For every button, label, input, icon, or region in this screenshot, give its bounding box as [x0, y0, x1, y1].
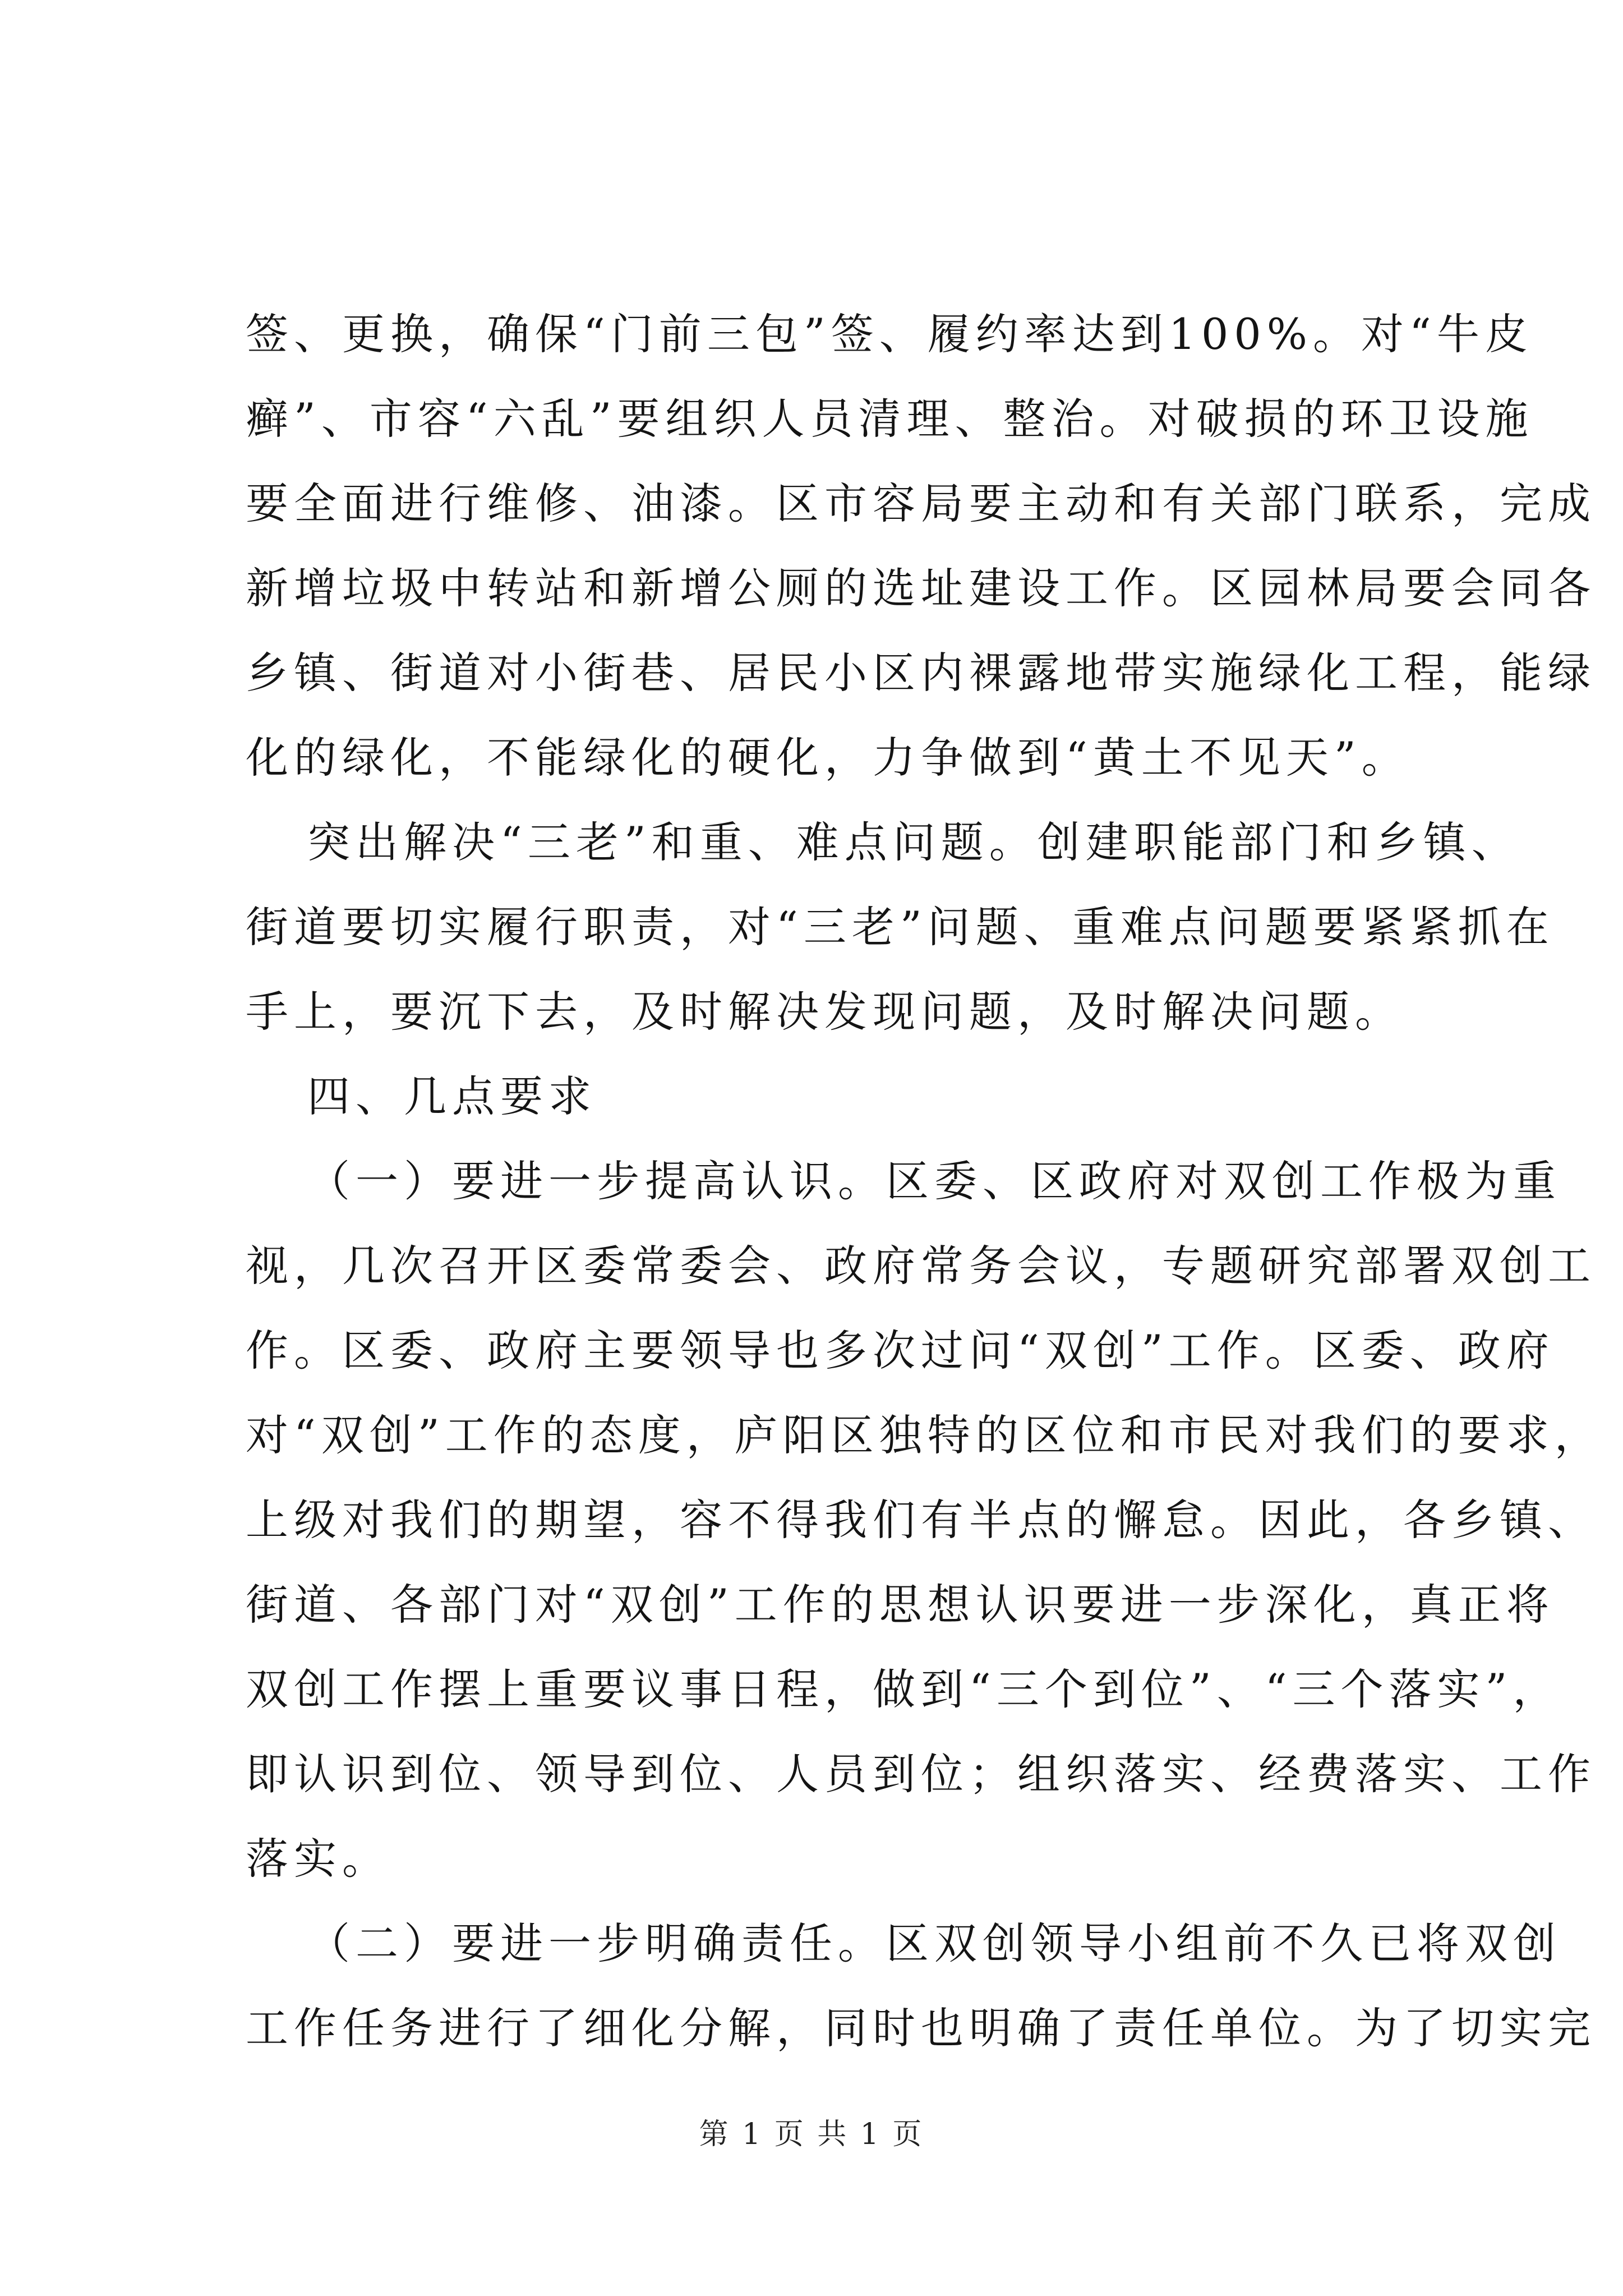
text-line: 视，几次召开区委常委会、政府常务会议，专题研究部署双创工	[246, 1241, 1596, 1291]
page-footer: 第 1 页 共 1 页	[699, 2118, 924, 2151]
text-line: 对“双创”工作的态度，庐阳区独特的区位和市民对我们的要求，	[246, 1410, 1603, 1460]
text-line: 工作任务进行了细化分解，同时也明确了责任单位。为了切实完	[246, 2003, 1596, 2053]
text-line: 新增垃圾中转站和新增公厕的选址建设工作。区园林局要会同各	[246, 563, 1596, 613]
text-line: 街道、各部门对“双创”工作的思想认识要进一步深化，真正将	[246, 1580, 1555, 1630]
text-line: 上级对我们的期望，容不得我们有半点的懈怠。因此，各乡镇、	[246, 1495, 1596, 1545]
text-line: （二）要进一步明确责任。区双创领导小组前不久已将双创	[307, 1918, 1561, 1968]
text-line: 签、更换，确保“门前三包”签、履约率达到100%。对“牛皮	[246, 309, 1533, 359]
text-line: 要全面进行维修、油漆。区市容局要主动和有关部门联系，完成	[246, 478, 1596, 528]
text-line: 街道要切实履行职责，对“三老”问题、重难点问题要紧紧抓在	[246, 902, 1555, 952]
text-line: （一）要进一步提高认识。区委、区政府对双创工作极为重	[307, 1156, 1561, 1206]
text-line: 手上，要沉下去，及时解决发现问题，及时解决问题。	[246, 987, 1403, 1037]
text-line: 突出解决“三老”和重、难点问题。创建职能部门和乡镇、	[307, 817, 1520, 867]
text-line: 作。区委、政府主要领导也多次过问“双创”工作。区委、政府	[246, 1326, 1555, 1375]
section-heading: 四、几点要求	[307, 1071, 597, 1121]
text-line: 癣”、市容“六乱”要组织人员清理、整治。对破损的环卫设施	[246, 394, 1534, 444]
text-line: 落实。	[246, 1834, 390, 1884]
text-line: 双创工作摆上重要议事日程，做到“三个到位”、“三个落实”，	[246, 1664, 1561, 1714]
text-line: 化的绿化，不能绿化的硬化，力争做到“黄土不见天”。	[246, 733, 1410, 783]
text-line: 即认识到位、领导到位、人员到位；组织落实、经费落实、工作	[246, 1749, 1596, 1799]
text-line: 乡镇、街道对小街巷、居民小区内裸露地带实施绿化工程，能绿	[246, 648, 1596, 698]
